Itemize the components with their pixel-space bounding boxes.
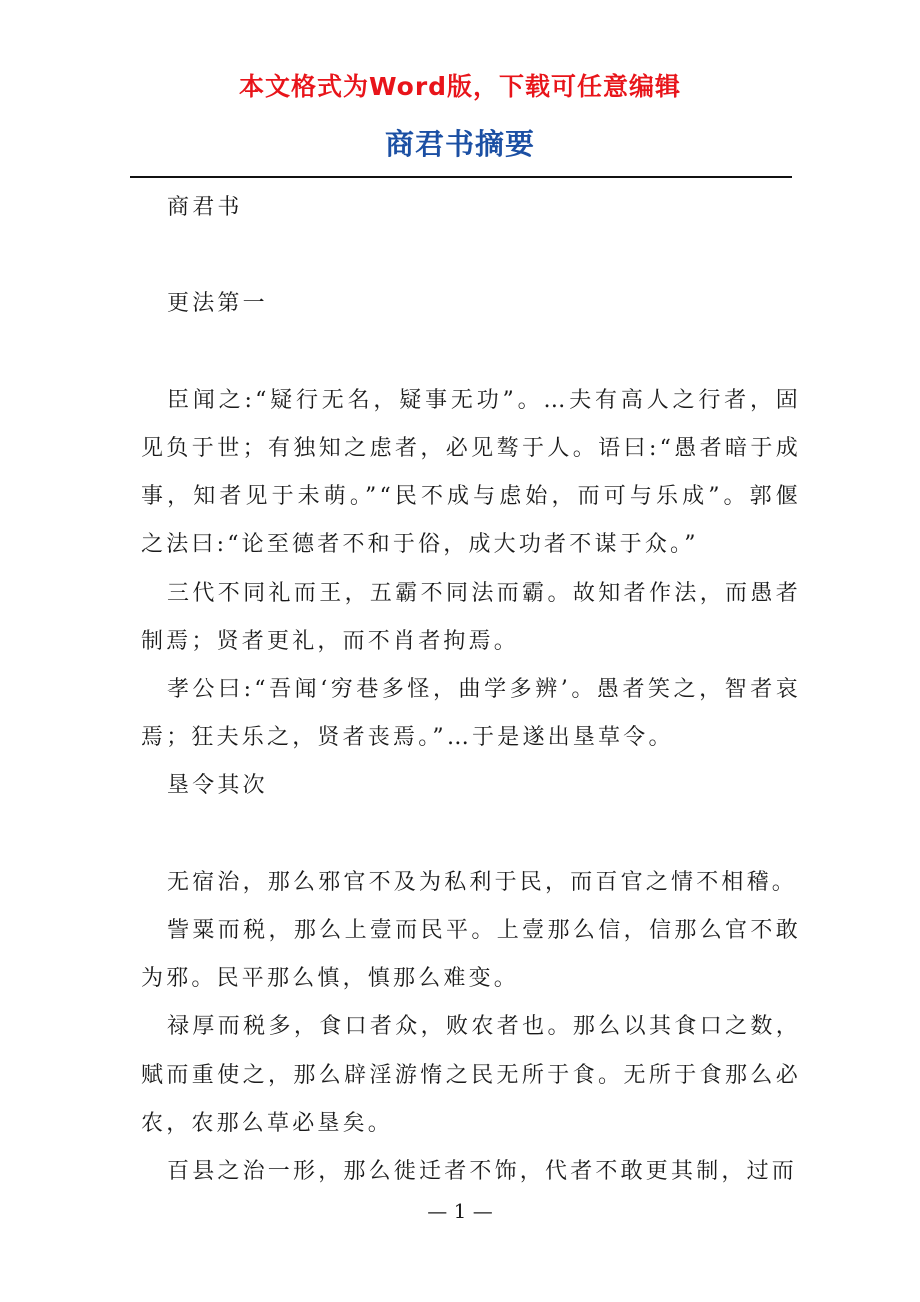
page-number: — 1 — (427, 1199, 493, 1223)
section-heading: 垦令其次 (167, 773, 268, 799)
document-title: 商君书摘要 (384, 127, 535, 161)
title-divider (130, 176, 792, 178)
paragraph: 孝公曰:“吾闻‘穷巷多怪，曲学多辨’。愚者笑之，智者哀焉；狂夫乐之，贤者丧焉。”…于是遂出垦草令。 (141, 677, 801, 751)
paragraph: 訾粟而税，那么上壹而民平。上壹那么信，信那么官不敢为邪。民平那么慎，慎那么难变。 (141, 918, 801, 992)
word-format-notice: 本文格式为Word版，下载可任意编辑 (238, 72, 682, 101)
chapter-heading: 更法第一 (167, 291, 268, 317)
book-title-line: 商君书 (167, 195, 243, 220)
paragraph: 无宿治，那么邪官不及为私利于民，而百官之情不相稽。 (167, 869, 798, 895)
document-body (141, 184, 801, 1196)
paragraph: 臣闻之:“疑行无名，疑事无功”。…夫有高人之行者，固见负于世；有独知之虑者，必见骜于人。语曰:“愚者暗于成事，知者见于未萌。”“民不成与虑始，而可与乐成”。郭偃之法曰:“论至德者不和于俗，成大功者不谋于众。” (141, 387, 801, 558)
paragraph: 三代不同礼而王，五霸不同法而霸。故知者作法，而愚者制焉；贤者更礼，而不肖者拘焉。 (141, 580, 801, 654)
paragraph: 禄厚而税多，食口者众，败农者也。那么以其食口之数，赋而重使之，那么辟淫游惰之民无所于食。无所于食那么必农，农那么草必垦矣。 (141, 1014, 801, 1136)
paragraph: 百县之治一形，那么徙迁者不饰，代者不敢更其制，过而 (167, 1159, 798, 1185)
